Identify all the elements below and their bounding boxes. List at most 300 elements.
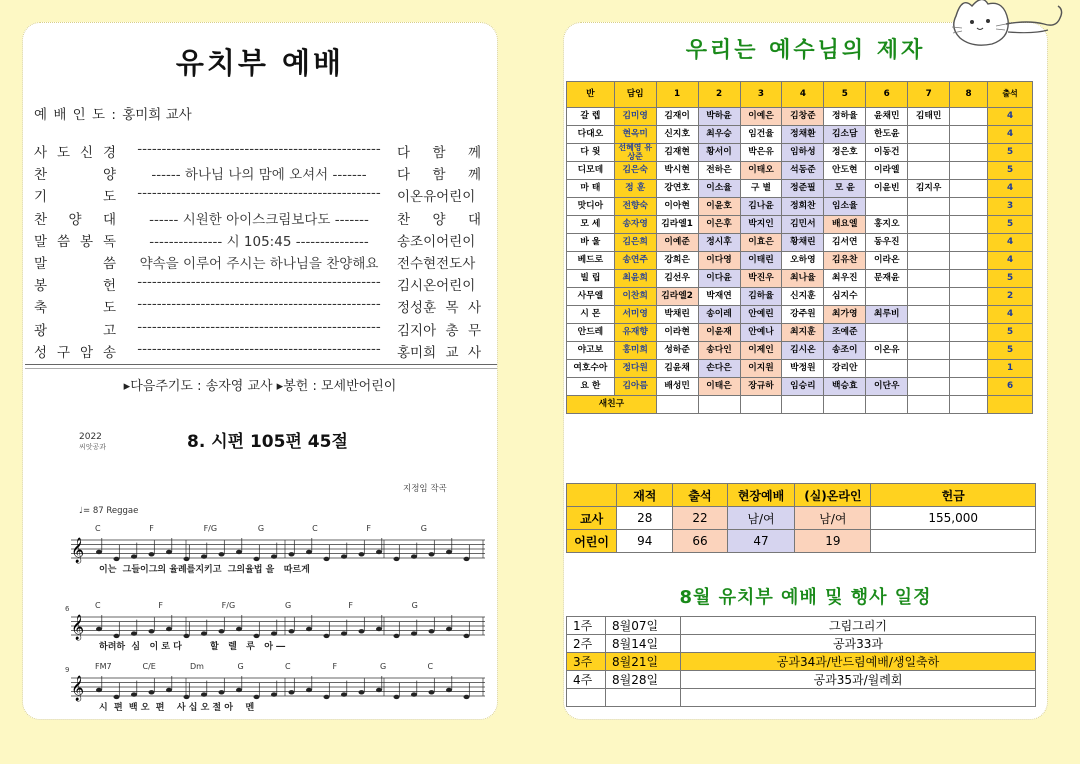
roster-row — [567, 216, 1033, 234]
score-tempo: ♩= 87 Reggae — [79, 506, 139, 516]
student-cell — [950, 234, 988, 252]
chord-symbol: C — [312, 524, 318, 533]
note-head — [464, 557, 470, 561]
worship-order-row — [34, 185, 481, 207]
student-cell: 홍지오 — [866, 216, 908, 234]
label-char: 봉 — [79, 233, 94, 250]
roster-row — [567, 162, 1033, 180]
label-char: 도 — [56, 145, 71, 161]
order-item-detail: --------------- 시 105:45 --------------- — [149, 233, 369, 250]
order-item-label — [34, 141, 116, 161]
label-char: 말 — [34, 233, 48, 250]
student-cell: 박진우 — [740, 270, 782, 288]
student-cell: 김서연 — [824, 234, 866, 252]
note-head — [341, 554, 347, 558]
note-head — [254, 695, 260, 699]
note-head — [166, 688, 172, 692]
summary-row-label: 교사 — [567, 507, 617, 530]
student-cell: 이예은 — [740, 108, 782, 126]
schedule-week-cell — [567, 689, 606, 707]
label-char: 신 — [79, 145, 94, 161]
chord-symbol: C — [95, 524, 101, 533]
roster-header-cell: 출석 — [988, 82, 1033, 108]
person-text: 김지아 — [397, 322, 437, 339]
student-cell: 김라엘1 — [656, 216, 698, 234]
roster-header-cell: 1 — [656, 82, 698, 108]
roster-header-cell: 6 — [866, 82, 908, 108]
schedule-date-cell: 8월28일 — [606, 671, 681, 689]
label-char: 찬 — [34, 167, 48, 184]
student-cell — [908, 396, 950, 414]
chord-symbol: G — [420, 524, 427, 533]
worship-order-row — [34, 319, 481, 341]
student-cell: 김라엘2 — [656, 288, 698, 306]
order-item-label — [34, 319, 116, 339]
note-head — [464, 695, 470, 699]
student-cell: 김태민 — [908, 108, 950, 126]
teacher-cell: 송자영 — [614, 216, 656, 234]
note-head — [394, 695, 400, 699]
chord-symbol: F/G — [221, 601, 236, 610]
student-cell — [950, 378, 988, 396]
note-head — [131, 692, 137, 696]
student-cell — [950, 288, 988, 306]
order-item-detail: -------------------------------------------------- — [137, 274, 381, 291]
order-item-label — [34, 252, 116, 272]
student-cell: 이라엘 — [866, 162, 908, 180]
roster-row — [567, 396, 1033, 414]
class-name-cell: 야고보 — [567, 342, 615, 360]
student-cell: 이윤재 — [698, 324, 740, 342]
person-text: 께 — [467, 167, 481, 184]
class-name-cell: 안드레 — [567, 324, 615, 342]
student-cell: 김지우 — [908, 180, 950, 198]
roster-header-cell: 3 — [740, 82, 782, 108]
order-item-person — [397, 163, 481, 183]
student-cell — [950, 324, 988, 342]
student-cell: 김재이 — [656, 108, 698, 126]
schedule-week-cell: 3주 — [567, 653, 606, 671]
summary-value-cell: 155,000 — [871, 507, 1036, 530]
note-head — [236, 688, 242, 692]
teacher-cell: 유재향 — [614, 324, 656, 342]
note-head — [429, 690, 435, 694]
person-text: 정성훈 — [397, 300, 437, 317]
student-cell — [908, 162, 950, 180]
student-cell — [950, 126, 988, 144]
worship-order-row — [34, 141, 481, 163]
student-cell: 안예린 — [740, 306, 782, 324]
student-cell — [698, 396, 740, 414]
note-head — [324, 695, 330, 699]
roster-header-cell: 담임 — [614, 82, 656, 108]
order-item-detail: -------------------------------------------------- — [137, 296, 381, 313]
class-name-cell: 여호수아 — [567, 360, 615, 378]
note-head — [359, 629, 365, 633]
label-char: 말 — [34, 256, 48, 272]
label-char: 양 — [68, 211, 82, 228]
teacher-cell: 서미영 — [614, 306, 656, 324]
teacher-cell: 김미영 — [614, 108, 656, 126]
note-head — [271, 631, 277, 635]
attendance-count-cell: 4 — [988, 234, 1033, 252]
staves — [65, 524, 485, 711]
student-cell: 황서이 — [698, 144, 740, 162]
chord-symbol: FM7 — [95, 662, 112, 671]
disciples-title: 우리는 예수님의 제자 — [685, 38, 926, 63]
schedule-event-cell: 공과35과/월례회 — [681, 671, 1036, 689]
summary-header-cell — [567, 484, 617, 507]
student-cell: 임승리 — [782, 378, 824, 396]
order-item-person — [397, 341, 481, 361]
note-head — [96, 550, 102, 554]
note-head — [289, 629, 295, 633]
note-head — [446, 627, 452, 631]
student-cell: 정시후 — [698, 234, 740, 252]
note-head — [131, 554, 137, 558]
student-cell: 황채린 — [782, 234, 824, 252]
roster-row — [567, 180, 1033, 198]
student-cell — [950, 396, 988, 414]
note-head — [446, 550, 452, 554]
summary-value-cell: 94 — [617, 530, 673, 553]
attendance-count-cell: 5 — [988, 270, 1033, 288]
student-cell: 김재현 — [656, 144, 698, 162]
roster-row — [567, 252, 1033, 270]
schedule-week-cell: 2주 — [567, 635, 606, 653]
student-cell — [950, 306, 988, 324]
person-text: 무 — [467, 322, 481, 339]
chord-symbol: C/E — [142, 662, 156, 671]
schedule-week-cell: 4주 — [567, 671, 606, 689]
schedule-date-cell: 8월07일 — [606, 617, 681, 635]
next-week-info: ▸다음주기도 : 송자영 교사 ▸봉헌 : 모세반어린이 — [123, 379, 397, 394]
person-text: 홍미희 — [397, 344, 437, 361]
measure-number: 6 — [65, 605, 70, 613]
student-cell: 송이레 — [698, 306, 740, 324]
order-item-person — [397, 208, 481, 228]
student-cell — [824, 396, 866, 414]
student-cell: 이은후 — [698, 216, 740, 234]
schedule-date-cell: 8월14일 — [606, 635, 681, 653]
class-name-cell: 다대오 — [567, 126, 615, 144]
student-cell: 임하성 — [782, 144, 824, 162]
student-cell — [908, 126, 950, 144]
order-item-person — [397, 274, 481, 294]
note-head — [114, 695, 120, 699]
order-item-person — [397, 252, 481, 272]
student-cell: 강주원 — [782, 306, 824, 324]
student-cell: 배요엘 — [824, 216, 866, 234]
class-name-cell: 마 태 — [567, 180, 615, 198]
student-cell: 송조이 — [824, 342, 866, 360]
student-cell — [908, 288, 950, 306]
note-head — [376, 627, 382, 631]
note-head — [376, 550, 382, 554]
note-head — [184, 695, 190, 699]
student-cell — [908, 324, 950, 342]
staff-line-group — [71, 524, 485, 575]
class-name-cell: 빌 립 — [567, 270, 615, 288]
roster-header-cell: 반 — [567, 82, 615, 108]
student-cell: 김소담 — [824, 126, 866, 144]
leader-label: 예 배 인 도 : — [34, 107, 117, 123]
label-char: 축 — [34, 300, 48, 317]
order-item-person — [397, 185, 481, 205]
label-char: 도 — [102, 300, 116, 317]
staff-line-group — [65, 662, 485, 711]
class-name-cell: 디모데 — [567, 162, 615, 180]
order-item-person — [397, 141, 481, 161]
student-cell: 최루비 — [866, 306, 908, 324]
lyrics-line: 하려하 심 이 로 다 할 렐 루 아 ― — [99, 642, 286, 652]
summary-header-cell: 재적 — [617, 484, 673, 507]
student-cell: 최우진 — [824, 270, 866, 288]
note-head — [464, 634, 470, 638]
student-cell — [950, 360, 988, 378]
chord-symbol: G — [257, 524, 265, 533]
attendance-count-cell: 4 — [988, 306, 1033, 324]
order-item-person — [397, 296, 481, 316]
note-head — [411, 554, 417, 558]
chord-symbol: C — [95, 601, 101, 610]
note-head — [96, 627, 102, 631]
person-text: 양 — [432, 211, 446, 228]
note-head — [184, 634, 190, 638]
summary-header-row — [567, 484, 1036, 507]
leader-line — [34, 103, 192, 123]
student-cell: 이아현 — [656, 198, 698, 216]
student-cell: 심지수 — [824, 288, 866, 306]
student-cell: 최가영 — [824, 306, 866, 324]
person-text: 송조이어린이 — [397, 233, 476, 250]
roster-row — [567, 360, 1033, 378]
attendance-count-cell: 5 — [988, 216, 1033, 234]
chord-symbol: C — [427, 662, 434, 671]
student-cell: 안예나 — [740, 324, 782, 342]
roster-row — [567, 288, 1033, 306]
student-cell — [866, 360, 908, 378]
score-year: 2022 — [79, 432, 102, 442]
worship-order-panel — [22, 22, 498, 720]
schedule-event-cell: 공과33과 — [681, 635, 1036, 653]
order-item-label — [34, 208, 116, 228]
schedule-event-cell: 공과34과/반드림예배/생일축하 — [681, 653, 1036, 671]
note-head — [201, 692, 207, 696]
treble-clef-icon: 𝄞 — [71, 615, 85, 640]
student-cell — [950, 162, 988, 180]
note-head — [271, 554, 277, 558]
student-cell: 배성민 — [656, 378, 698, 396]
student-cell: 장규하 — [740, 378, 782, 396]
student-cell — [866, 396, 908, 414]
attendance-count-cell: 4 — [988, 252, 1033, 270]
teacher-cell: 김은희 — [614, 234, 656, 252]
leader-name: 홍미희 교사 — [122, 107, 192, 123]
student-cell: 이제인 — [740, 342, 782, 360]
teacher-cell: 선혜영 유상준 — [614, 144, 656, 162]
person-text: 다 — [397, 167, 411, 184]
note-head — [411, 631, 417, 635]
disciples-panel — [563, 22, 1048, 720]
student-cell: 박시현 — [656, 162, 698, 180]
summary-value-cell: 47 — [727, 530, 795, 553]
student-cell — [908, 306, 950, 324]
chord-symbol: F — [366, 524, 372, 533]
student-cell: 최나율 — [782, 270, 824, 288]
student-cell — [950, 198, 988, 216]
chord-symbol: F — [158, 601, 163, 610]
roster-header-cell: 8 — [950, 82, 988, 108]
student-cell: 김하율 — [740, 288, 782, 306]
person-text: 함 — [432, 167, 446, 184]
teacher-cell: 김은숙 — [614, 162, 656, 180]
roster-row — [567, 234, 1033, 252]
note-head — [149, 552, 155, 556]
note-head — [131, 631, 137, 635]
student-cell — [950, 342, 988, 360]
note-head — [429, 552, 435, 556]
note-head — [219, 552, 225, 556]
student-cell: 이태린 — [740, 252, 782, 270]
measure-number: 9 — [65, 666, 70, 674]
student-cell — [908, 234, 950, 252]
order-item-label — [34, 163, 116, 183]
person-text: 교 — [445, 344, 459, 361]
student-cell — [656, 396, 698, 414]
student-cell: 이소율 — [698, 180, 740, 198]
person-text: 목 — [445, 300, 459, 317]
student-cell: 구 별 — [740, 180, 782, 198]
schedule-week-cell: 1주 — [567, 617, 606, 635]
divider — [25, 368, 497, 369]
chord-symbol: F — [348, 601, 353, 610]
label-char: 경 — [102, 145, 116, 161]
order-item-detail: ------ 하나님 나의 맘에 오셔서 ------- — [151, 167, 367, 184]
order-item-label — [34, 230, 116, 250]
student-cell: 문재윤 — [866, 270, 908, 288]
student-cell: 이라온 — [866, 252, 908, 270]
label-char: 사 — [34, 145, 48, 161]
note-head — [324, 557, 330, 561]
summary-header-cell: (실)온라인 — [795, 484, 871, 507]
student-cell: 강연호 — [656, 180, 698, 198]
student-cell: 정회찬 — [782, 198, 824, 216]
worship-order-row — [34, 274, 481, 296]
label-char: 헌 — [102, 278, 116, 295]
summary-header-cell: 출석 — [673, 484, 727, 507]
student-cell: 강리안 — [824, 360, 866, 378]
note-head — [289, 552, 295, 556]
student-cell: 성하준 — [656, 342, 698, 360]
student-cell: 조예준 — [824, 324, 866, 342]
note-head — [289, 690, 295, 694]
order-item-detail: -------------------------------------------------- — [137, 340, 381, 357]
student-cell — [908, 270, 950, 288]
chord-symbol: Dm — [190, 662, 204, 671]
student-cell: 박은유 — [740, 144, 782, 162]
label-char: 암 — [79, 344, 94, 361]
worship-order-row — [34, 230, 481, 252]
student-cell: 이다윤 — [698, 270, 740, 288]
page-title: 유치부 예배 — [175, 46, 345, 80]
teacher-cell: 전향숙 — [614, 198, 656, 216]
summary-value-cell: 66 — [673, 530, 727, 553]
schedule-row — [567, 689, 1036, 707]
schedule-table — [566, 616, 1036, 707]
teacher-cell: 김아름 — [614, 378, 656, 396]
person-text: 사 — [467, 344, 481, 361]
chord-symbol: F/G — [203, 524, 218, 533]
student-cell: 김유찬 — [824, 252, 866, 270]
score-title: 8. 시편 105편 45절 — [187, 432, 348, 452]
attendance-count-cell — [988, 396, 1033, 414]
roster-row — [567, 270, 1033, 288]
student-cell: 정채환 — [782, 126, 824, 144]
chord-symbol: G — [285, 601, 292, 610]
student-cell: 송다인 — [698, 342, 740, 360]
student-cell: 동우진 — [866, 234, 908, 252]
note-head — [376, 688, 382, 692]
student-cell: 이다영 — [698, 252, 740, 270]
student-cell: 강희은 — [656, 252, 698, 270]
summary-header-cell: 현장예배 — [727, 484, 795, 507]
student-cell: 박지인 — [740, 216, 782, 234]
student-cell: 이지원 — [740, 360, 782, 378]
student-cell: 박하윤 — [698, 108, 740, 126]
summary-value-cell: 남/여 — [727, 507, 795, 530]
note-head — [306, 627, 312, 631]
summary-header-cell: 헌금 — [871, 484, 1036, 507]
summary-value-cell: 남/여 — [795, 507, 871, 530]
note-head — [166, 627, 172, 631]
class-name-cell: 맛디아 — [567, 198, 615, 216]
attendance-count-cell: 5 — [988, 144, 1033, 162]
class-name-cell: 새친구 — [567, 396, 657, 414]
student-cell: 이효은 — [740, 234, 782, 252]
student-cell: 김선우 — [656, 270, 698, 288]
roster-row — [567, 306, 1033, 324]
order-item-person — [397, 230, 481, 250]
teacher-cell: 송연주 — [614, 252, 656, 270]
note-head — [254, 557, 260, 561]
student-cell — [908, 144, 950, 162]
worship-order-row — [34, 208, 481, 230]
note-head — [254, 634, 260, 638]
attendance-count-cell: 3 — [988, 198, 1033, 216]
roster-header-cell: 2 — [698, 82, 740, 108]
student-cell — [950, 216, 988, 234]
summary-value-cell: 28 — [617, 507, 673, 530]
note-head — [201, 631, 207, 635]
roster-header-cell: 5 — [824, 82, 866, 108]
lyrics-line: 시 편 백 오 편 사 십 오 절 아 멘 — [99, 703, 255, 711]
student-cell — [908, 216, 950, 234]
person-text: 다 — [397, 145, 411, 161]
student-cell — [908, 252, 950, 270]
student-cell — [950, 180, 988, 198]
schedule-date-cell: 8월21일 — [606, 653, 681, 671]
order-item-detail: -------------------------------------------------- — [137, 318, 381, 335]
class-name-cell: 바 울 — [567, 234, 615, 252]
note-head — [219, 629, 225, 633]
student-cell: 한도윤 — [866, 126, 908, 144]
order-item-label — [34, 296, 116, 316]
schedule-row — [567, 635, 1036, 653]
student-cell — [782, 396, 824, 414]
note-head — [149, 690, 155, 694]
chord-symbol: G — [411, 601, 418, 610]
